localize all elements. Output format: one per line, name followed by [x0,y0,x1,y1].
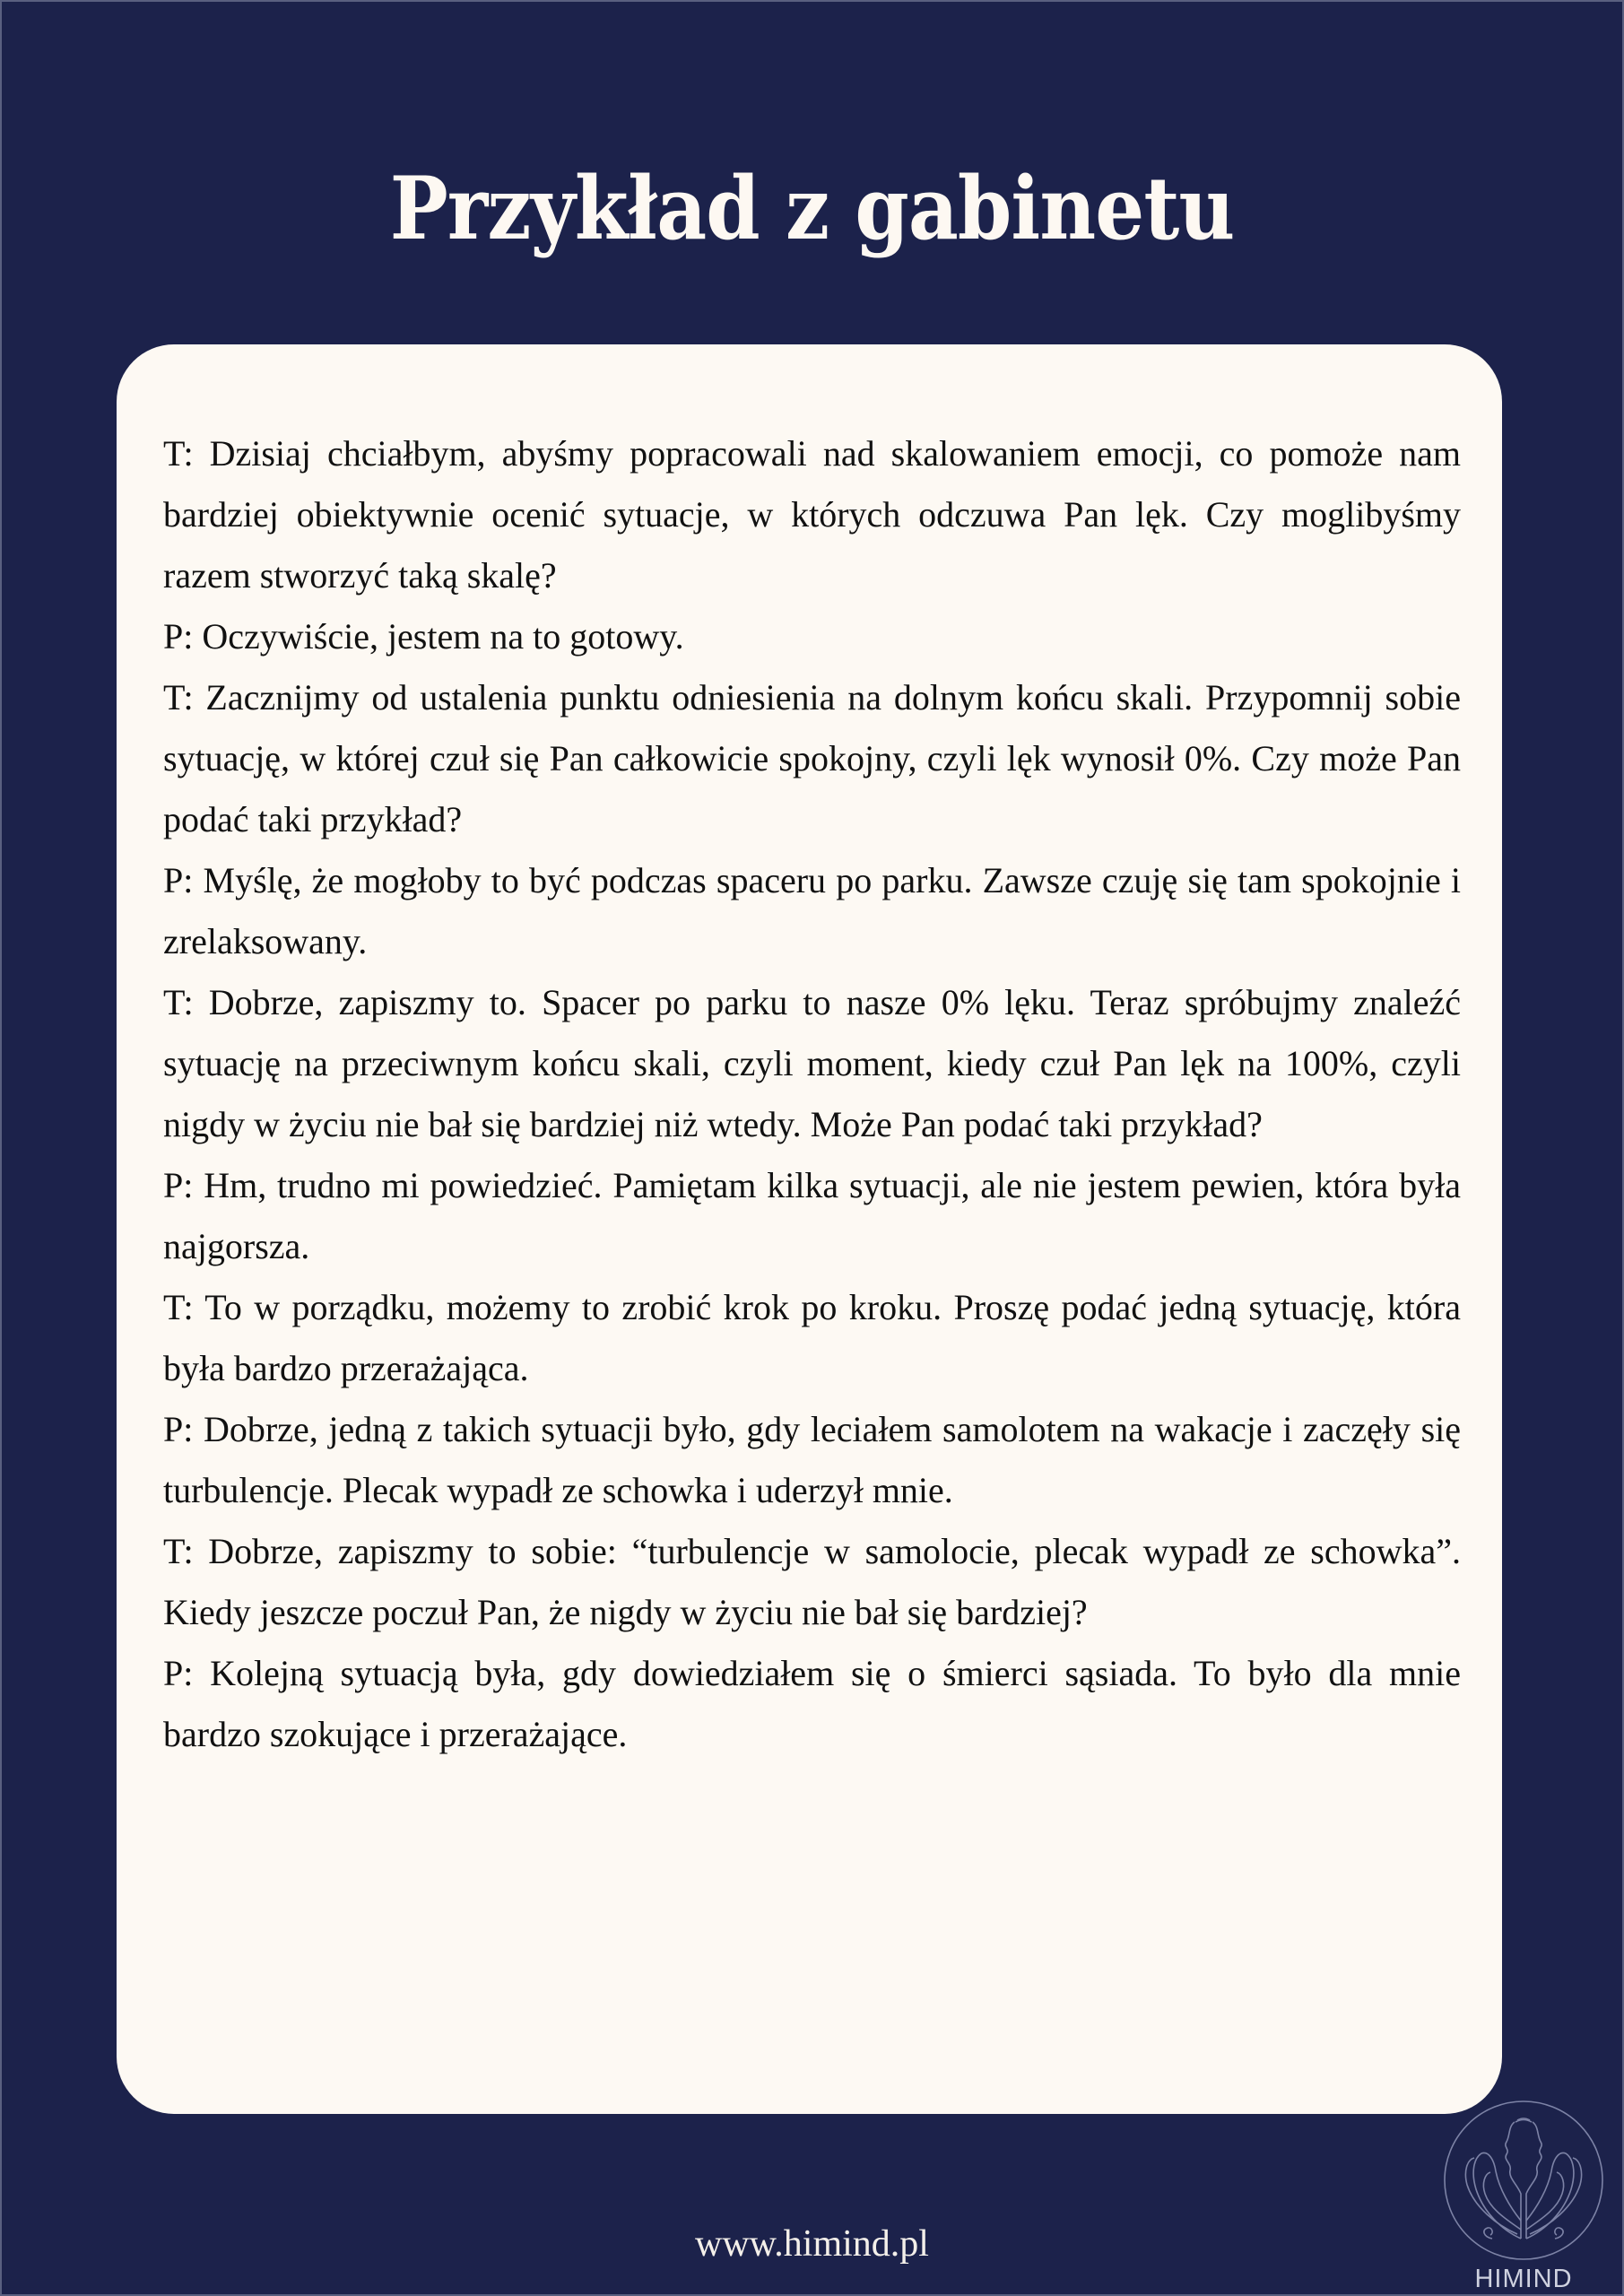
dialog-line-patient: P: Dobrze, jedną z takich sytuacji było, gdy leciałem samolotem na wakacje i zaczęły się turbulencje. Plecak wypadł ze schowka i uderzył mnie. [163,1409,1461,1510]
dialog-line-therapist: T: Zacznijmy od ustalenia punktu odniesienia na dolnym końcu skali. Przypomnij sobie sytuację, w której czuł się Pan całkowicie spokojny, czyli lęk wynosił 0%. Czy może Pan podać taki przykład? [163,677,1461,839]
himind-logo-icon [1438,2095,1609,2266]
dialog-line-patient: P: Oczywiście, jestem na to gotowy. [163,616,684,657]
page-title: Przykład z gabinetu [389,158,1235,259]
dialog-line-therapist: T: Dzisiaj chciałbym, abyśmy popracowali nad skalowaniem emocji, co pomoże nam bardziej obiektywnie ocenić sytuacje, w których odczuwa Pan lęk. Czy moglibyśmy razem stworzyć taką skalę? [163,433,1461,596]
himind-logo [1438,2095,1609,2296]
logo-text: HIMIND [1474,2265,1573,2293]
dialog-transcript [163,423,1461,1765]
dialog-line-patient: P: Hm, trudno mi powiedzieć. Pamiętam kilka sytuacji, ale nie jestem pewien, która była najgorsza. [163,1165,1461,1266]
dialog-line-therapist: T: Dobrze, zapiszmy to. Spacer po parku to nasze 0% lęku. Teraz spróbujmy znaleźć sytuację na przeciwnym końcu skali, czyli moment, kiedy czuł Pan lęk na 100%, czyli nigdy w życiu nie bał się bardziej niż wtedy. Może Pan podać taki przykład? [163,982,1461,1144]
dialog-line-therapist: T: Dobrze, zapiszmy to sobie: “turbulencje w samolocie, plecak wypadł ze schowka”. Kiedy jeszcze poczuł Pan, że nigdy w życiu nie bał się bardziej? [163,1531,1461,1632]
dialog-card [117,344,1502,2114]
website-link[interactable]: www.himind.pl [695,2223,929,2265]
dialog-line-therapist: T: To w porządku, możemy to zrobić krok po kroku. Proszę podać jedną sytuację, która była bardzo przerażająca. [163,1287,1461,1388]
dialog-line-patient: P: Myślę, że mogłoby to być podczas spaceru po parku. Zawsze czuję się tam spokojnie i zrelaksowany. [163,860,1461,961]
dialog-line-patient: P: Kolejną sytuacją była, gdy dowiedziałem się o śmierci sąsiada. To było dla mnie bardzo szokujące i przerażające. [163,1653,1461,1754]
